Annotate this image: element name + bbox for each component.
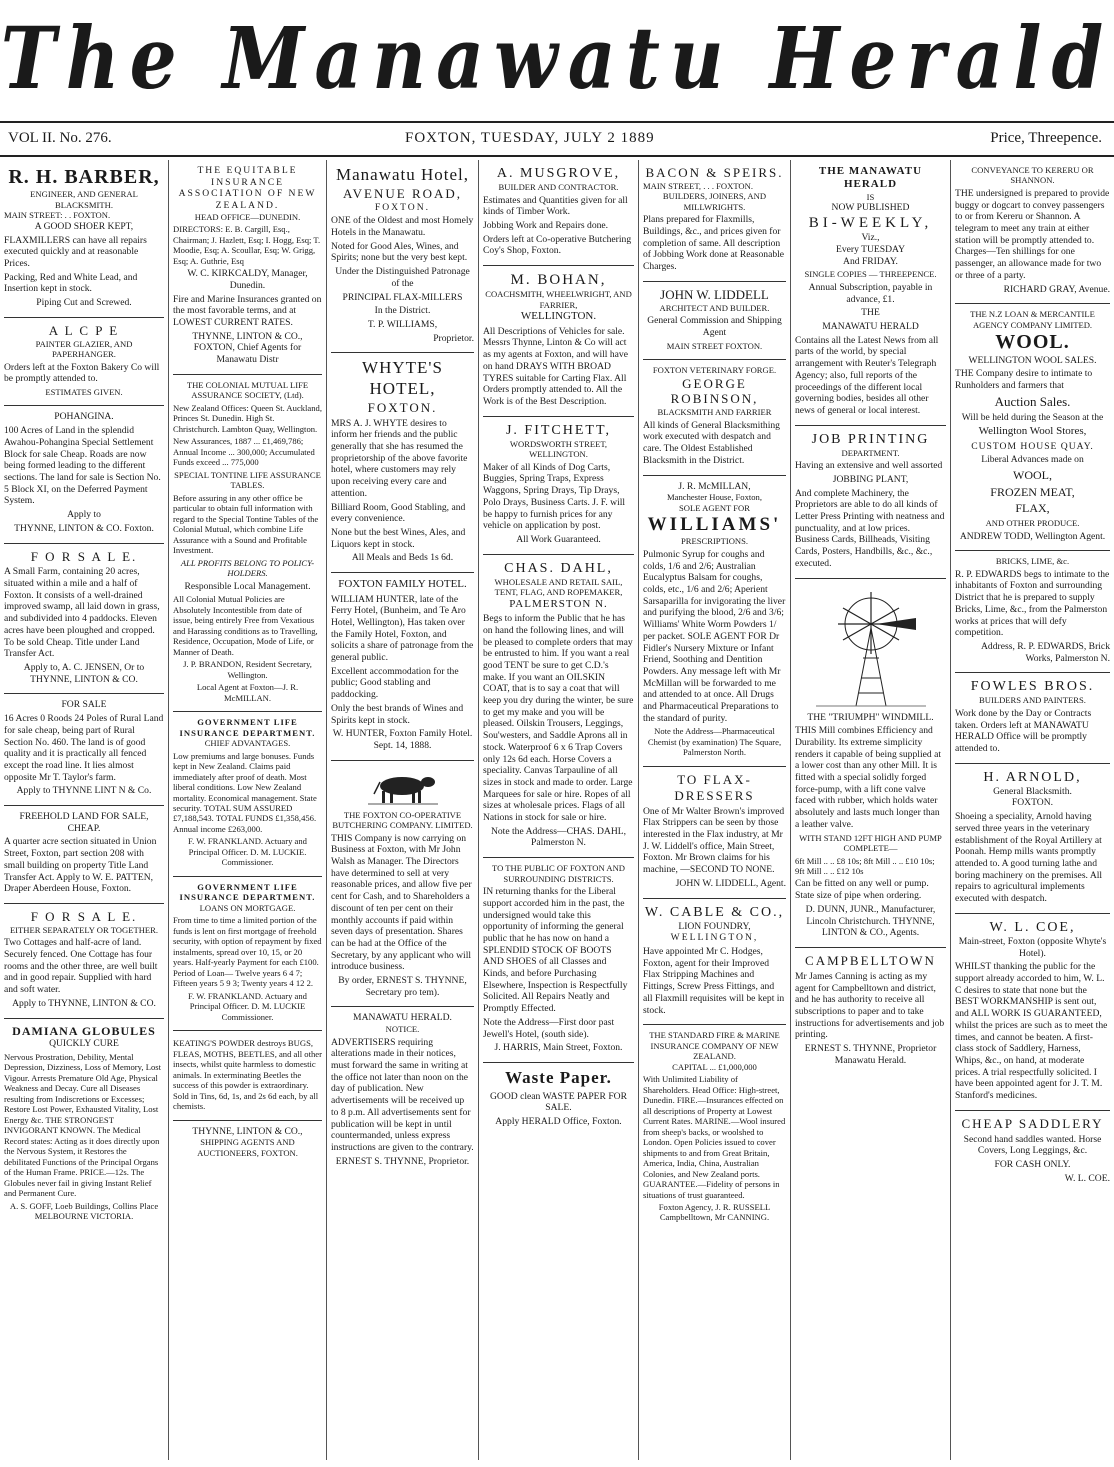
ad-heading: POHANGINA. <box>54 411 114 423</box>
column-7 <box>950 160 1114 1460</box>
column-1 <box>0 160 168 1460</box>
ad-heading: JOB PRINTING <box>811 431 930 447</box>
ad-barber: R. H. BARBER, ENGINEER, AND GENERAL BLACKSMITH. MAIN STREET: . . FOXTON. A GOOD SHOER KEPT, FLAXMILLERS can have all repairs executed quickly and at reasonable Prices. Packing, Red and White Lead, and Insertion kept in stock. Piping Cut and Screwed. <box>4 160 164 318</box>
dateline <box>0 121 1114 157</box>
ad-heading: GEORGE ROBINSON, <box>670 375 759 407</box>
ad-heading: GOVERNMENT LIFE INSURANCE DEPARTMENT. <box>179 717 316 738</box>
volume-number: VOL II. No. 276. <box>8 130 112 146</box>
ad-heading: JOHN W. LIDDELL <box>660 286 769 302</box>
ad-heading: W. CABLE & CO., <box>644 904 785 920</box>
ad-herald-notice: MANAWATU HERALD. NOTICE. ADVERTISERS requiring alterations made in their notices, must forward the same in writing at the office not later than noon on the day of publication. New advertisements will be received up to 8 p.m. All advertisements sent for publication will be kept in until countermanded, unless express instructions are given to the contrary. ERNEST S. THYNNE, Proprietor. <box>331 1012 474 1167</box>
ad-pohangina: POHANGINA. 100 Acres of Land in the splendid Awahou-Pohangina Special Settlement Block for sale Cheap. Roads are now being formed leading to the different sections. The land for sale is Section No. 5 Block XI, on the Deferred Payment System. Apply to THYNNE, LINTON & CO. Foxton. <box>4 406 164 543</box>
ad-heading: TO FLAX-DRESSERS <box>674 771 755 803</box>
ad-heading: FOR SALE <box>61 699 107 711</box>
ad-alcpe: A L C P E PAINTER GLAZIER, AND PAPERHANGER. Orders left at the Foxton Bakery Co will be promptly attended to. ESTIMATES GIVEN. <box>4 318 164 407</box>
ad-standard-fire: THE STANDARD FIRE & MARINE INSURANCE COMPANY OF NEW ZEALAND. CAPITAL ... £1,000,000 With Unlimited Liability of Shareholders. Head Office: High-street, Dunedin. FIRE.—Insurances effected on all descriptions of Property at Lowest Current Rates. MARINE.—Wool insured from sheep's backs, or woolshed to London. Open Policies issued to cover shipments to and from Great Britain, America, India, China, Australian Colonies, and New Zealand ports. GUARANTEE.—Fidelity of persons in situations of trust guaranteed. Foxton Agency, J. R. RUSSELL Campbelltown, Mr CANNING. <box>643 1030 786 1223</box>
ad-manawatu-hotel: Manawatu Hotel, AVENUE ROAD, FOXTON. ONE of the Oldest and most Homely Hotels in the Manawatu. Noted for Good Ales, Wines, and Spirits; none but the very best kept. Under the Distinguished Patronage of the PRINCIPAL FLAX-MILLERS In the District. T. P. WILLIAMS, Proprietor. <box>331 160 474 353</box>
ad-sale-rural: FOR SALE 16 Acres 0 Roods 24 Poles of Rural Land for sale cheap, being part of Rural Section No. 460. The land is of good quality and it is practically all fenced except the road line. It lies almost opposite Mr T. Taylor's farm. Apply to THYNNE LINT N & Co. <box>4 694 164 806</box>
ad-wool-sales: THE N.Z LOAN & MERCANTILE AGENCY COMPANY LIMITED. WOOL. WELLINGTON WOOL SALES. THE Company desire to intimate to Runholders and farmers that Auction Sales. Will be held during the Season at the Wellington Wool Stores, CUSTOM HOUSE QUAY. Liberal Advances made on WOOL, FROZEN MEAT, FLAX, AND OTHER PRODUCE. ANDREW TODD, Wellington Agent. <box>955 304 1110 551</box>
ad-arnold: H. ARNOLD, General Blacksmith. FOXTON. Shoeing a speciality, Arnold having served three years in the veterinary establishment of the Royal Artillery at Poonah. Hemp mills wants promptly attended to. A good turning lathe and boring machinery on the premises. All repairs to agricultural implements executed with despatch. <box>955 764 1110 914</box>
ad-heading: FOWLES BROS. <box>970 679 1095 695</box>
ad-heading: CHAS. DAHL, <box>504 560 613 576</box>
column-5 <box>638 160 790 1460</box>
ad-whytes-hotel: WHYTE'S HOTEL, FOXTON. MRS A. J. WHYTE desires to inform her friends and the public generally that she has resumed the proprietorship of the above favorite hotel, where customers may rely upon receiving every care and attention. Billiard Room, Good Stabling, and every convenience. None but the best Wines, Ales, and Liquors kept in stock. All Meals and Beds 1s 6d. <box>331 353 474 573</box>
ad-harris-boots: TO THE PUBLIC OF FOXTON AND SURROUNDING DISTRICTS. IN returning thanks for the Liberal support accorded him in the past, the undersigned would take this opportunity of informing the general public that he has now on hand a SPLENDID STOCK OF BOOTS AND SHOES of all Classes and Kinds, and before Purchasing Elsewhere, Inspection is Respectfully Solicited. All Repairs Neatly and Promptly Effected. Note the Address—First door past Jewell's Hotel, (south side). J. HARRIS, Main Street, Foxton. <box>483 858 634 1063</box>
place-date: FOXTON, TUESDAY, JULY 2 1889 <box>405 130 655 146</box>
ad-heading: DAMIANA GLOBULES <box>12 1023 156 1038</box>
ad-heading: THE FOXTON CO-OPERATIVE BUTCHERING COMPANY. LIMITED. <box>332 809 473 831</box>
ad-heading: WHYTE'S HOTEL, <box>362 358 443 399</box>
ad-sale-farm: F O R S A L E. A Small Farm, containing 20 acres, situated within a mile and a half of Foxton. It consists of a well-drained improved swamp, all laid down in grass, and subdivided into 4 paddocks. Eleven acres have been ploughed and cropped. To be sold Cheap. Title under Land Transfer Act. Apply to, A. C. JENSEN, Or to THYNNE, LINTON & CO. <box>4 544 164 695</box>
ad-fitchett: J. FITCHETT, WORDSWORTH STREET, WELLINGTON. Maker of all Kinds of Dog Carts, Buggies, Spring Traps, Express Waggons, Spring Drays, Tip Drays, Polo Drays, Business Carts. J. F. will be happy to furnish prices for any vehicle on application by post. All Work Guaranteed. <box>483 417 634 555</box>
ad-campbelltown: CAMPBELLTOWN Mr James Canning is acting as my agent for Campbelltown and district, and he has authority to receive all subscriptions to paper and to take instructions for advertisements and job printing. ERNEST S. THYNNE, Proprietor Manawatu Herald. <box>795 953 945 1066</box>
ad-heading: Manawatu Hotel, <box>335 165 470 184</box>
ad-fowles-bros: FOWLES BROS. BUILDERS AND PAINTERS. Work done by the Day or Contracts taken. Orders left at MANAWATU HERALD Office will be promptly attended to. <box>955 673 1110 763</box>
ad-heading: CONVEYANCE TO KERERU OR SHANNON. <box>971 165 1094 186</box>
ad-conveyance: CONVEYANCE TO KERERU OR SHANNON. THE undersigned is prepared to provide buggy or dogcart to convey passengers to or from Kereru or Shannon. A telegram to meet any train at either station will be promptly attended to. Charges—Ten shillings for one passenger, an allowance made for two or three of a party. RICHARD GRAY, Avenue. <box>955 160 1110 304</box>
ad-bricks-lime: BRICKS, LIME, &c. R. P. EDWARDS begs to intimate to the inhabitants of Foxton and surrounding District that he is prepared to supply Bricks, Lime, &c., from the Palmerston works at prices that will defy competition. Address, R. P. EDWARDS, Brick Works, Palmerston N. <box>955 551 1110 673</box>
cow-icon <box>368 770 438 806</box>
ad-cable-foundry: W. CABLE & CO., LION FOUNDRY, WELLINGTON, Have appointed Mr C. Hodges, Foxton, agent for their Improved Flax Stripping Machines and Fittings, Screw Press Fittings, and all Flaxmill requisites will be kept in stock. <box>643 899 786 1026</box>
ad-cheap-saddlery: CHEAP SADDLERY Second hand saddles wanted. Horse Covers, Long Leggings, &c. FOR CASH ONLY. W. L. COE. <box>955 1111 1110 1193</box>
ad-flax-dressers: TO FLAX-DRESSERS One of Mr Walter Brown's improved Flax Strippers can be seen by those interested in the Flax industry, at Mr J. W. Liddell's office, Main Street, Foxton. Mr Brown claims for his machine, —SECOND TO NONE. JOHN W. LIDDELL, Agent. <box>643 767 786 899</box>
ad-heading: J. R. McMILLAN, <box>678 480 751 492</box>
ad-colonial-mutual: THE COLONIAL MUTUAL LIFE ASSURANCE SOCIETY, (Ltd). New Zealand Offices: Queen St. Auckland, Princes St. Dunedin. High St. Christchurch. Lambton Quay, Wellington. New Assurances, 1887 ... £1,469,786; Annual Income ... 300,000; Accumulated Funds exceed ... 775,000 SPECIAL TONTINE LIFE ASSURANCE TABLES. Before assuring in any other office be particular to obtain full information with regard to the Special Tontine Tables of the Colonial Mutual, which combine Life Assurance with a Sound and Profitable Investment. ALL PROFITS BELONG TO POLICY-HOLDERS. Responsible Local Management. All Colonial Mutual Policies are Absolutely Incontestible from date of issue, being entirely Free from Vexatious and Harassing conditions as to Travelling, Residence, Occupation, Mode of Life, or Manner of Death. J. P. BRANDON, Resident Secretary, Wellington. Local Agent at Foxton—J. R. McMILLAN. <box>173 375 322 712</box>
ad-government-life: GOVERNMENT LIFE INSURANCE DEPARTMENT. CHIEF ADVANTAGES. Low premiums and large bonuses. Funds kept in New Zealand. Claims paid immediately after proof of death. Most liberal conditions. Low New Zealand mortality. Economical management. State security. TOTAL SUM ASSURED £7,188,543. TOTAL FUNDS £1,358,456. Annual income £263,000. F. W. FRANKLAND. Actuary and Principal Officer. D. M. LUCKIE. Commissioner. <box>173 712 322 877</box>
ad-heading: THE MANAWATU HERALD <box>818 165 923 191</box>
ad-musgrove: A. MUSGROVE, BUILDER AND CONTRACTOR. Estimates and Quantities given for all kinds of Timber Work. Jobbing Work and Repairs done. Orders left at Co-operative Butchering Coy's Shop, Foxton. <box>483 160 634 266</box>
ad-heading: J. FITCHETT, <box>505 422 611 438</box>
ad-heading: WOOL. <box>995 331 1070 354</box>
ad-liddell: JOHN W. LIDDELL ARCHITECT AND BUILDER. General Commission and Shipping Agent MAIN STREET FOXTON. <box>643 282 786 360</box>
ad-heading: Waste Paper. <box>505 1067 612 1087</box>
ad-heading: CHEAP SADDLERY <box>961 1115 1104 1131</box>
ad-heading: F O R S A L E. <box>30 908 138 924</box>
ad-shipping: THYNNE, LINTON & CO., SHIPPING AGENTS AND AUCTIONEERS, FOXTON. <box>192 1125 303 1158</box>
ad-bacon-speirs: BACON & SPEIRS. MAIN STREET, . . . FOXTON. BUILDERS, JOINERS, AND MILLWRIGHTS. Plans prepared for Flaxmills, Buildings, &c., and prices given for completion of same. All description of Jobbing Work done at Reasonable Charges. <box>643 160 786 282</box>
ad-heading: THE STANDARD FIRE & MARINE INSURANCE COMPANY OF NEW ZEALAND. <box>649 1030 780 1062</box>
ad-herald-published: THE MANAWATU HERALD IS NOW PUBLISHED BI-WEEKLY, Viz., Every TUESDAY And FRIDAY. SINGLE COPIES — THREEPENCE. Annual Subscription, payable in advance, £1. THE MANAWATU HERALD Contains all the Latest News from all parts of the world, by special arrangement with Reuter's Telegraph Agency; also, full reports of the proceedings of the different local governing bodies, besides all other news of general or local interest. <box>795 160 946 426</box>
ad-heading: BACON & SPEIRS. <box>645 165 784 180</box>
column-3 <box>326 160 478 1460</box>
ad-heading: MANAWATU HERALD. <box>353 1012 452 1024</box>
ad-heading: THE COLONIAL MUTUAL LIFE ASSURANCE SOCIETY, (Ltd). <box>186 379 309 401</box>
ad-equitable: THE EQUITABLE INSURANCE ASSOCIATION OF NEW ZEALAND. HEAD OFFICE—DUNEDIN. DIRECTORS: E. B. Cargill, Esq., Chairman; J. Hazlett, Esq; I. Hogg, Esq; T. Moodie, Esq; A. Scoullar, Esq; W. Grigg, Esq; A. Guthrie, Esq W. C. KIRKCALDY, Manager, Dunedin. Fire and Marine Insurances granted on the most favorable terms, and at LOWEST CURRENT RATES. THYNNE, LINTON & CO., FOXTON, Chief Agents for Manawatu Distr <box>173 160 322 375</box>
ad-waste-paper: Waste Paper. GOOD clean WASTE PAPER FOR SALE. Apply HERALD Office, Foxton. <box>483 1063 634 1136</box>
ad-veterinary-forge: FOXTON VETERINARY FORGE. GEORGE ROBINSON, BLACKSMITH AND FARRIER All kinds of General Blacksmithing work executed with despatch and care. The Oldest Established Blacksmith in the District. <box>643 360 786 476</box>
ad-keatings: KEATING'S POWDER destroys BUGS, FLEAS, MOTHS, BEETLES, and all other insects, whilst quite harmless to domestic animals. In exterminating Beetles the success of this powder is extraordinary. Sold in Tins, 6d, 1s, and 2s 6d each, by all chemists. <box>173 1031 322 1120</box>
advertisement-columns <box>0 160 1114 1460</box>
ad-damiana: DAMIANA GLOBULES QUICKLY CURE Nervous Prostration, Debility, Mental Depression, Dizziness, Loss of Memory, Lost Vigour. Arrests Premature Old Age, Physical Weakness and Decay. Cure all Diseases resulting from Indiscretions or Excesses; Restore Lost Power, Exhausted Vitality, Lost Energy &c. THE STRONGEST INVIGORANT KNOWN. The Medical Record states: Acting as it does directly upon the Nervous System, it Restores the debilitated Functions of the Principal Organs of the Human Frame. PRICE.—12s. The Globules never fail in giving Instant Relief and Permanent Cure. A. S. GOFF, Loeb Buildings, Collins Place MELBOURNE VICTORIA. <box>4 1019 164 1230</box>
ad-butchering-company: THE FOXTON CO-OPERATIVE BUTCHERING COMPANY. LIMITED. THIS Company is now carrying on Business at Foxton, with Mr John Walsh as Manager. The Directors have determined to sell at very reasonable prices, and allow five per cent for Cash, and to Shareholders a discount of ten per cent on their monthly accounts if paid within seven days of presentation. Shares can be had at the Office of the Secretary, by any applicant who will introduce business. By order, ERNEST S. THYNNE, Secretary pro tem). <box>331 761 474 1008</box>
ad-heading: CAMPBELLTOWN <box>805 953 936 968</box>
ad-foxton-family-hotel: FOXTON FAMILY HOTEL. WILLIAM HUNTER, late of the Ferry Hotel, (Bunheim, and Te Aro Hotel, Wellington), Has taken over the Family Hotel, Foxton, and solicits a share of patronage from the general public. Excellent accommodation for the public; Good stabling and paddocking. Only the best brands of Wines and Spirits kept in stock. W. HUNTER, Foxton Family Hotel. Sept. 14, 1888. <box>331 573 474 761</box>
price: Price, Threepence. <box>990 130 1102 146</box>
ad-bohan: M. BOHAN, COACHSMITH, WHEELWRIGHT, AND FARRIER, WELLINGTON. All Descriptions of Vehicles for sale. Messrs Thynne, Linton & Co will act as my agents at Foxton, and will have on hand DRAYS WITH BROAD TYRES suitable for Carting Flax. All Orders promptly attended to. All the Work is of the Best Description. <box>483 266 634 417</box>
ad-heading: FOXTON FAMILY HOTEL. <box>338 578 467 591</box>
ad-coe: W. L. COE, Main-street, Foxton (opposite Whyte's Hotel). WHILST thanking the public for the support already accorded to him, W. L. C desires to state that none but the BEST WORKMANSHIP is sent out, and ALL WORK IS GUARANTEED, whilst the prices are such as to meet the times, and cannot be beaten. A first-class stock of Saddlery, Harness, Whips, &c., on hand, at moderate prices. A trial respectfully solicited. I have been appointed agent for J. T. M. Stanford's medicines. <box>955 914 1110 1111</box>
ad-heading: M. BOHAN, <box>510 272 607 289</box>
ad-heading: GOVERNMENT LIFE INSURANCE DEPARTMENT. <box>179 881 316 903</box>
ad-heading: A L C P E <box>48 322 120 338</box>
ad-heading: W. L. COE, <box>989 919 1076 935</box>
windmill-icon <box>816 588 926 708</box>
ad-job-printing: JOB PRINTING DEPARTMENT. Having an extensive and well assorted JOBBING PLANT, And complete Machinery, the Proprietors are able to do all kinds of Letter Press Printing with neatness and punctuality, and at low prices. Business Cards, Billheads, Visiting Cards, Posters, Handbills, &c., &c., executed. <box>795 426 946 579</box>
ad-freehold: FREEHOLD LAND FOR SALE, CHEAP. A quarter acre section situated in Union Street, Foxton, part section 208 with small building on property Title Land Transfer Act. Apply to W. E. PATTEN, Draper Aberdeen House, Foxton. <box>4 806 164 904</box>
masthead <box>0 0 1114 118</box>
ad-dahl: CHAS. DAHL, WHOLESALE AND RETAIL SAIL, TENT, FLAG, AND ROPEMAKER, PALMERSTON N. Begs to inform the Public that he has on hand the following lines, and will be pleased to complete orders that may be entrusted to him. If you want a real good TENT be sure to get C.D.'s make. If you want an OILSKIN COAT, that is to say a coat that will keep you dry during the winter, be sure to get my make and you will be pleased. Oilskin Trousers, Leggings, Sou'westers, and Saddle Aprons all in stock. Waterproof 6 x 6 Trap Covers only 12s 6d each. Horse Covers a speciality. Canvas Tarpauline of all sizes in stock and made to order. Large Marquees for sale or hire. Ropes of all sizes at wholesale prices. Flags of all Nations in stock for sale or hire. Note the Address—CHAS. DAHL, Palmerston N. <box>483 555 634 859</box>
column-6 <box>790 160 950 1460</box>
ad-sale-cottages: F O R S A L E. EITHER SEPARATELY OR TOGETHER. Two Cottages and half-acre of land. Securely fenced. One Cottage has four rooms and the other three, are well built and in good repair. Supplied with hard and soft water. Apply to THYNNE, LINTON & CO. <box>4 904 164 1019</box>
ad-heading: THE EQUITABLE INSURANCE ASSOCIATION OF NEW ZEALAND. <box>178 165 317 212</box>
ad-government-loans: GOVERNMENT LIFE INSURANCE DEPARTMENT. LOANS ON MORTGAGE. From time to time a limited portion of the funds is lent on first mortgage of freehold security, with option of repayment by fixed instalments, spread over 10, 15, or 20 years. Half-yearly Payment for each £100. Period of Loan— Twelve years 6 4 7; Fifteen years 5 9 3; Twenty years 4 12 2. F. W. FRANKLAND. Actuary and Principal Officer. D. M. LUCKIE Commissioner. <box>173 877 322 1031</box>
column-2 <box>168 160 326 1460</box>
ad-heading: BRICKS, LIME, &c. <box>995 556 1070 567</box>
ad-mcmillan-williams: J. R. McMILLAN, Manchester House, Foxton, SOLE AGENT FOR WILLIAMS' PRESCRIPTIONS. Pulmonic Syrup for coughs and colds, 1/6 and 2/6; Australian Eucalyptus Balsam for coughs, colds, etc., 1/6 and 2/6; Aperient Sarsaparilla for invigorating the liver and purifying the blood, 2/6 and 3/6; Williams' White Worm Powders 1/ per packet. SOLE AGENT FOR Dr Fidler's Nursery Mixture or Infant Friend, Soothing and Dentition Powders. Any message left with Mr McMillan will be forwarded to me and attended to at once. All Drugs and Pharmaceutical Preparations to the standard of purity. Note the Address—Pharmaceutical Chemist (by examination) The Square, Palmerston North. <box>643 476 786 767</box>
column-4 <box>478 160 638 1460</box>
ad-heading: FREEHOLD LAND FOR SALE, CHEAP. <box>19 811 149 834</box>
ad-heading: F O R S A L E. <box>30 548 138 564</box>
ad-triumph-windmill: THE "TRIUMPH" WINDMILL. THIS Mill combines Efficiency and Durability. Its extreme simplicity renders it capable of being supplied at a lower cost than any other Mill. It is fitted with a special solidly forged force-pump, with a lift cone valve faced with rubber, which holds water absolutely and lasts much longer than a leather valve. WITH STAND 12FT HIGH AND PUMP COMPLETE— 6ft Mill .. .. £8 10s; 8ft Mill .. .. £10 10s; 9ft Mill .. .. £12 10s Can be fitted on any well or pump. State size of pipe when ordering. D. DUNN, JUNR., Manufacturer, Lincoln Christchurch. THYNNE, LINTON & CO., Agents. <box>795 579 946 948</box>
ad-heading: A. MUSGROVE, <box>496 166 621 181</box>
ad-heading: H. ARNOLD, <box>983 769 1082 785</box>
ad-heading: TO THE PUBLIC OF FOXTON AND SURROUNDING DISTRICTS. <box>492 863 625 884</box>
newspaper-title: The Manawatu Herald <box>0 9 1114 109</box>
ad-heading: R. H. BARBER, <box>8 166 160 188</box>
